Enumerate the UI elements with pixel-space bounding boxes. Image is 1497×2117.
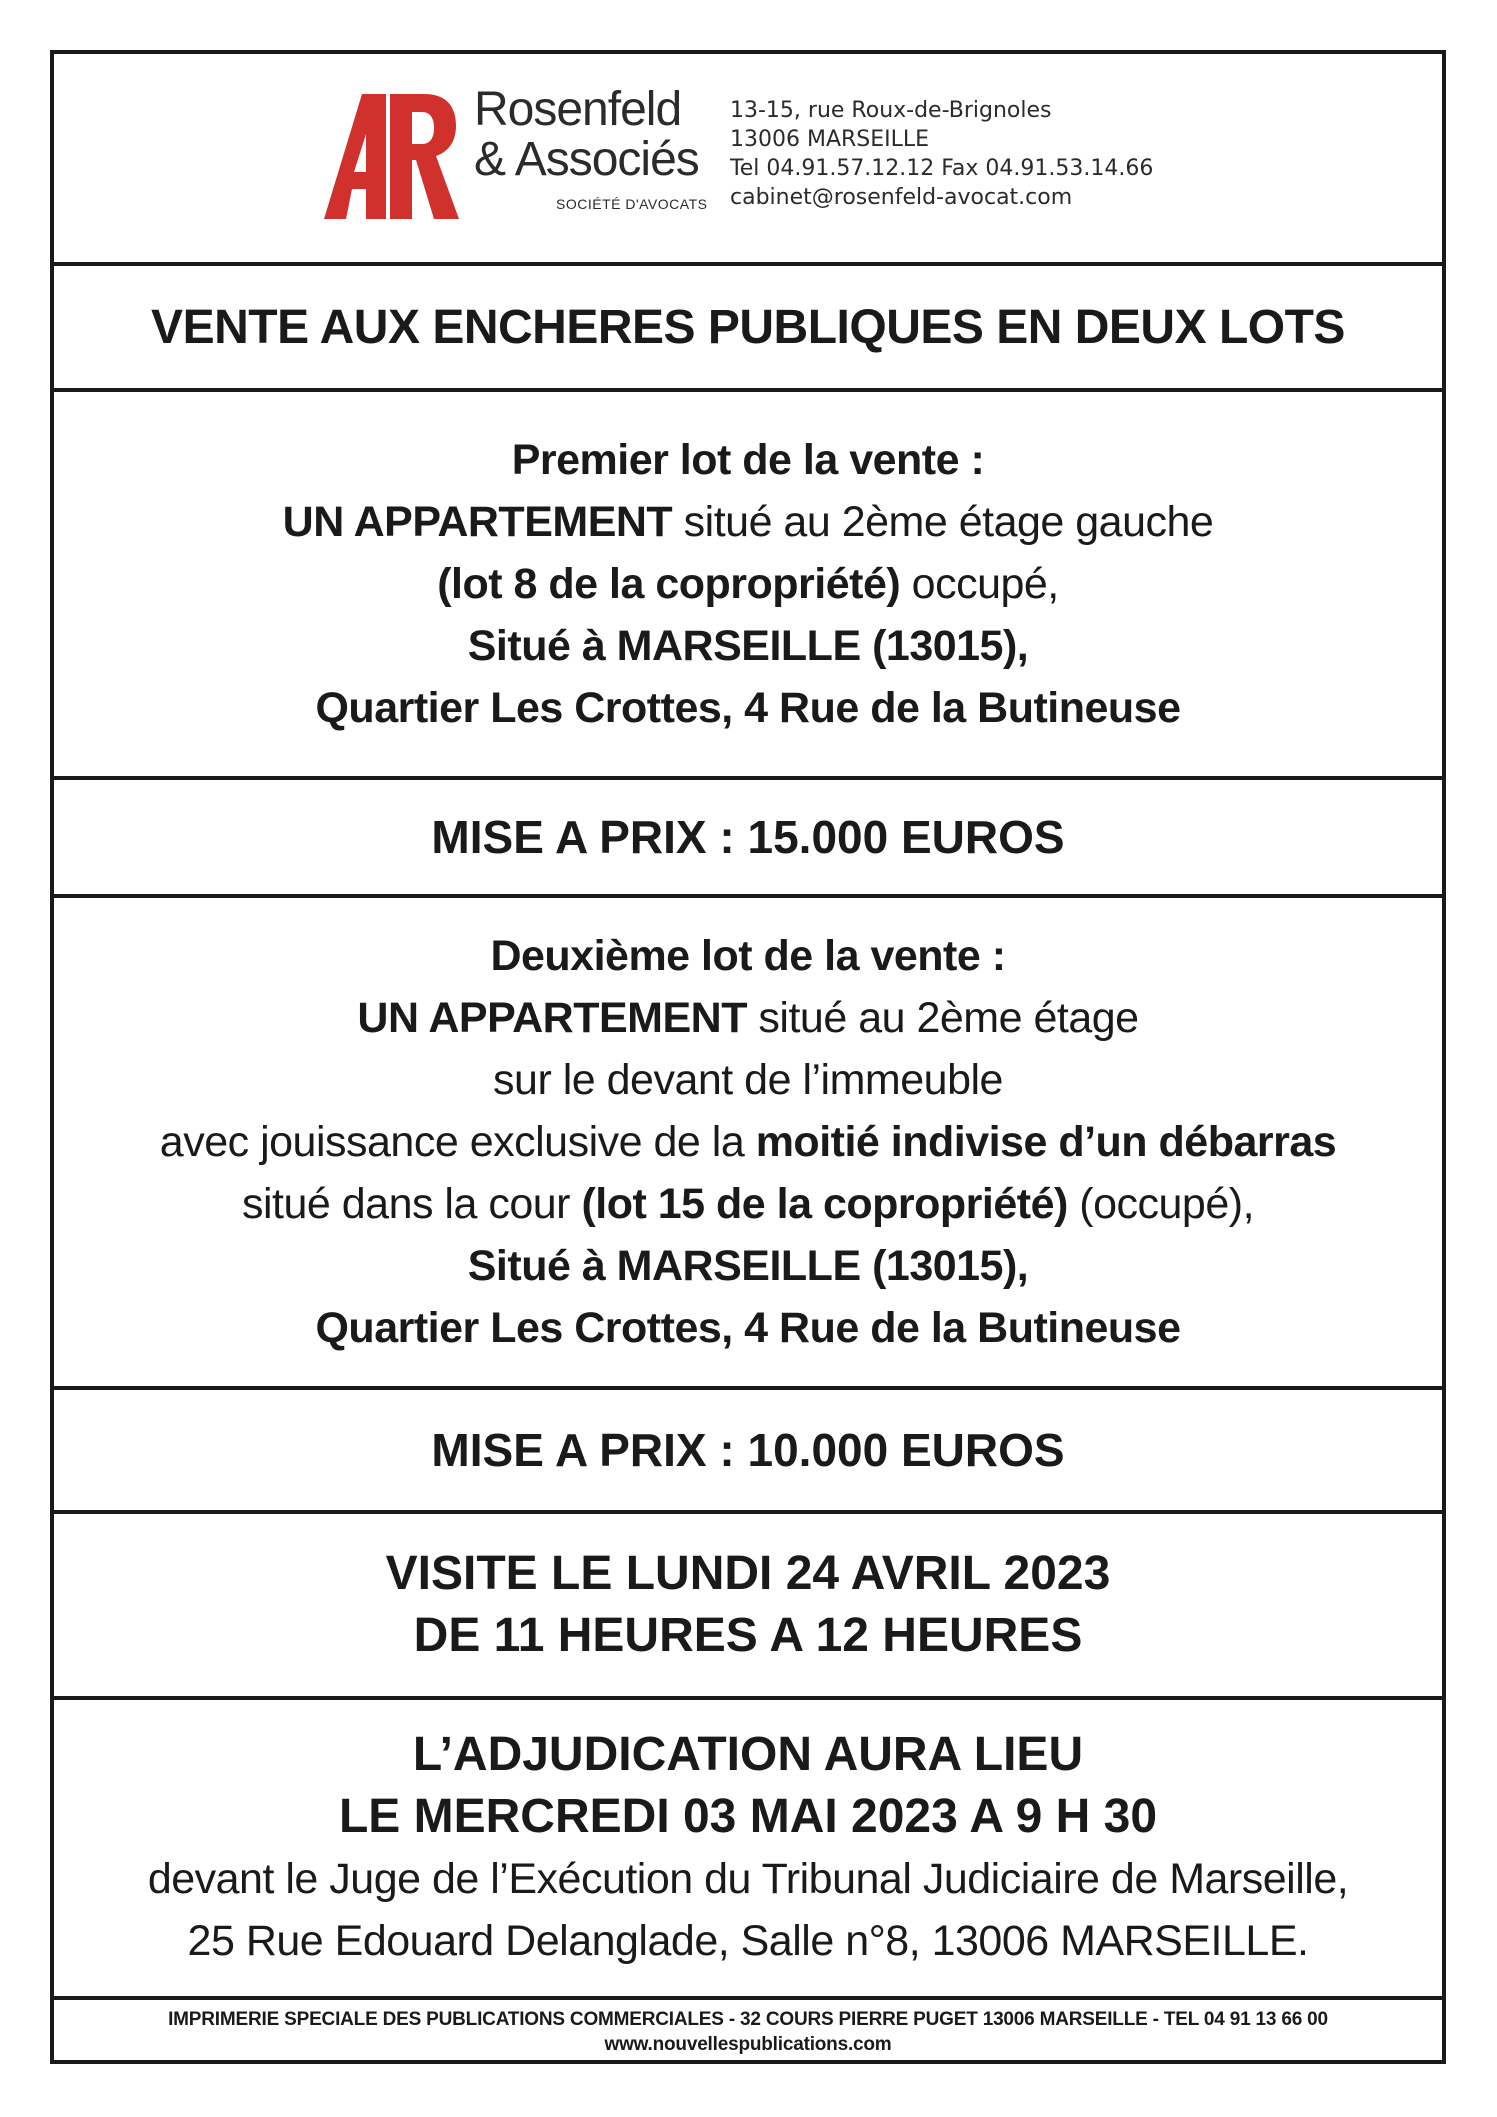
lot-2-status: (occupé), [1067, 1180, 1255, 1228]
price-2 [54, 1390, 1442, 1514]
visit-time: DE 11 HEURES A 12 HEURES [413, 1609, 1083, 1662]
address-line1: 13-15, rue Roux-de-Brignoles [730, 98, 1052, 123]
lot-1-floor: situé au 2ème étage gauche [672, 498, 1214, 546]
lot-2-floor: situé au 2ème étage [746, 994, 1139, 1042]
lot-1-address: Quartier Les Crottes, 4 Rue de la Butineuse [315, 684, 1181, 732]
lot-2-address: Quartier Les Crottes, 4 Rue de la Butineuse [315, 1304, 1181, 1352]
lot-2-copro: (lot 15 de la copropriété) [581, 1180, 1068, 1228]
adjudication-info [54, 1700, 1442, 2000]
printer-footer [54, 2000, 1442, 2064]
title-text: VENTE AUX ENCHERES PUBLIQUES EN DEUX LOTS [151, 300, 1345, 354]
lot-2-type: UN APPARTEMENT [357, 994, 747, 1042]
lot-2-heading: Deuxième lot de la vente : [490, 932, 1006, 980]
printer-website: www.nouvellespublications.com [604, 2034, 892, 2055]
notice-frame [50, 50, 1446, 2064]
lot-2-line4 [160, 1111, 1336, 1173]
lot-2-storage: moitié indivise d’un débarras [755, 1118, 1337, 1166]
firm-name-line1: Rosenfeld [474, 83, 682, 136]
lot-2-city: Situé à MARSEILLE (13015), [467, 1242, 1029, 1290]
lot-1-type: UN APPARTEMENT [282, 498, 673, 546]
firm-logo [324, 84, 754, 234]
lot-2 [54, 898, 1442, 1390]
firm-name-line2: & Associés [474, 133, 699, 186]
lot-2-line5 [242, 1173, 1254, 1235]
lot-2-line2 [357, 987, 1138, 1049]
lot-1-line3 [437, 553, 1059, 615]
visit-date: VISITE LE LUNDI 24 AVRIL 2023 [385, 1547, 1111, 1600]
lot-1-heading: Premier lot de la vente : [511, 436, 985, 484]
printer-info: IMPRIMERIE SPECIALE DES PUBLICATIONS COMMERCIALES - 32 COURS PIERRE PUGET 13006 MARSEILLE - TEL 04 91 13 66 00 [168, 2009, 1328, 2030]
firm-contact [730, 96, 1153, 212]
address-line2: 13006 MARSEILLE [730, 127, 930, 152]
phone-fax: Tel 04.91.57.12.12 Fax 04.91.53.14.66 [730, 156, 1154, 181]
lot-1 [54, 392, 1442, 780]
adjudication-court: devant le Juge de l’Exécution du Tribunal Judiciaire de Marseille, [147, 1855, 1349, 1903]
visit-info [54, 1514, 1442, 1700]
notice-title [54, 266, 1442, 392]
lot-1-status: occupé, [900, 560, 1059, 608]
price-1-text: MISE A PRIX : 15.000 EUROS [431, 811, 1065, 863]
letterhead [54, 54, 1442, 266]
ar-logo-icon [324, 94, 459, 219]
adjudication-date: LE MERCREDI 03 MAI 2023 A 9 H 30 [338, 1790, 1158, 1843]
lot-2-usage: avec jouissance exclusive de la [159, 1118, 756, 1166]
lot-1-copro: (lot 8 de la copropriété) [437, 560, 901, 608]
adjudication-heading: L’ADJUDICATION AURA LIEU [412, 1728, 1084, 1781]
lot-1-line2 [283, 491, 1214, 553]
adjudication-address: 25 Rue Edouard Delanglade, Salle n°8, 13006 MARSEILLE. [187, 1917, 1309, 1965]
firm-subtitle: SOCIÉTÉ D'AVOCATS [556, 196, 708, 212]
lot-2-courtyard: situé dans la cour [241, 1180, 582, 1228]
price-2-text: MISE A PRIX : 10.000 EUROS [431, 1424, 1065, 1476]
lot-1-city: Situé à MARSEILLE (13015), [467, 622, 1029, 670]
email: cabinet@rosenfeld-avocat.com [730, 185, 1073, 210]
lot-2-line3: sur le devant de l’immeuble [493, 1056, 1003, 1104]
price-1 [54, 780, 1442, 898]
